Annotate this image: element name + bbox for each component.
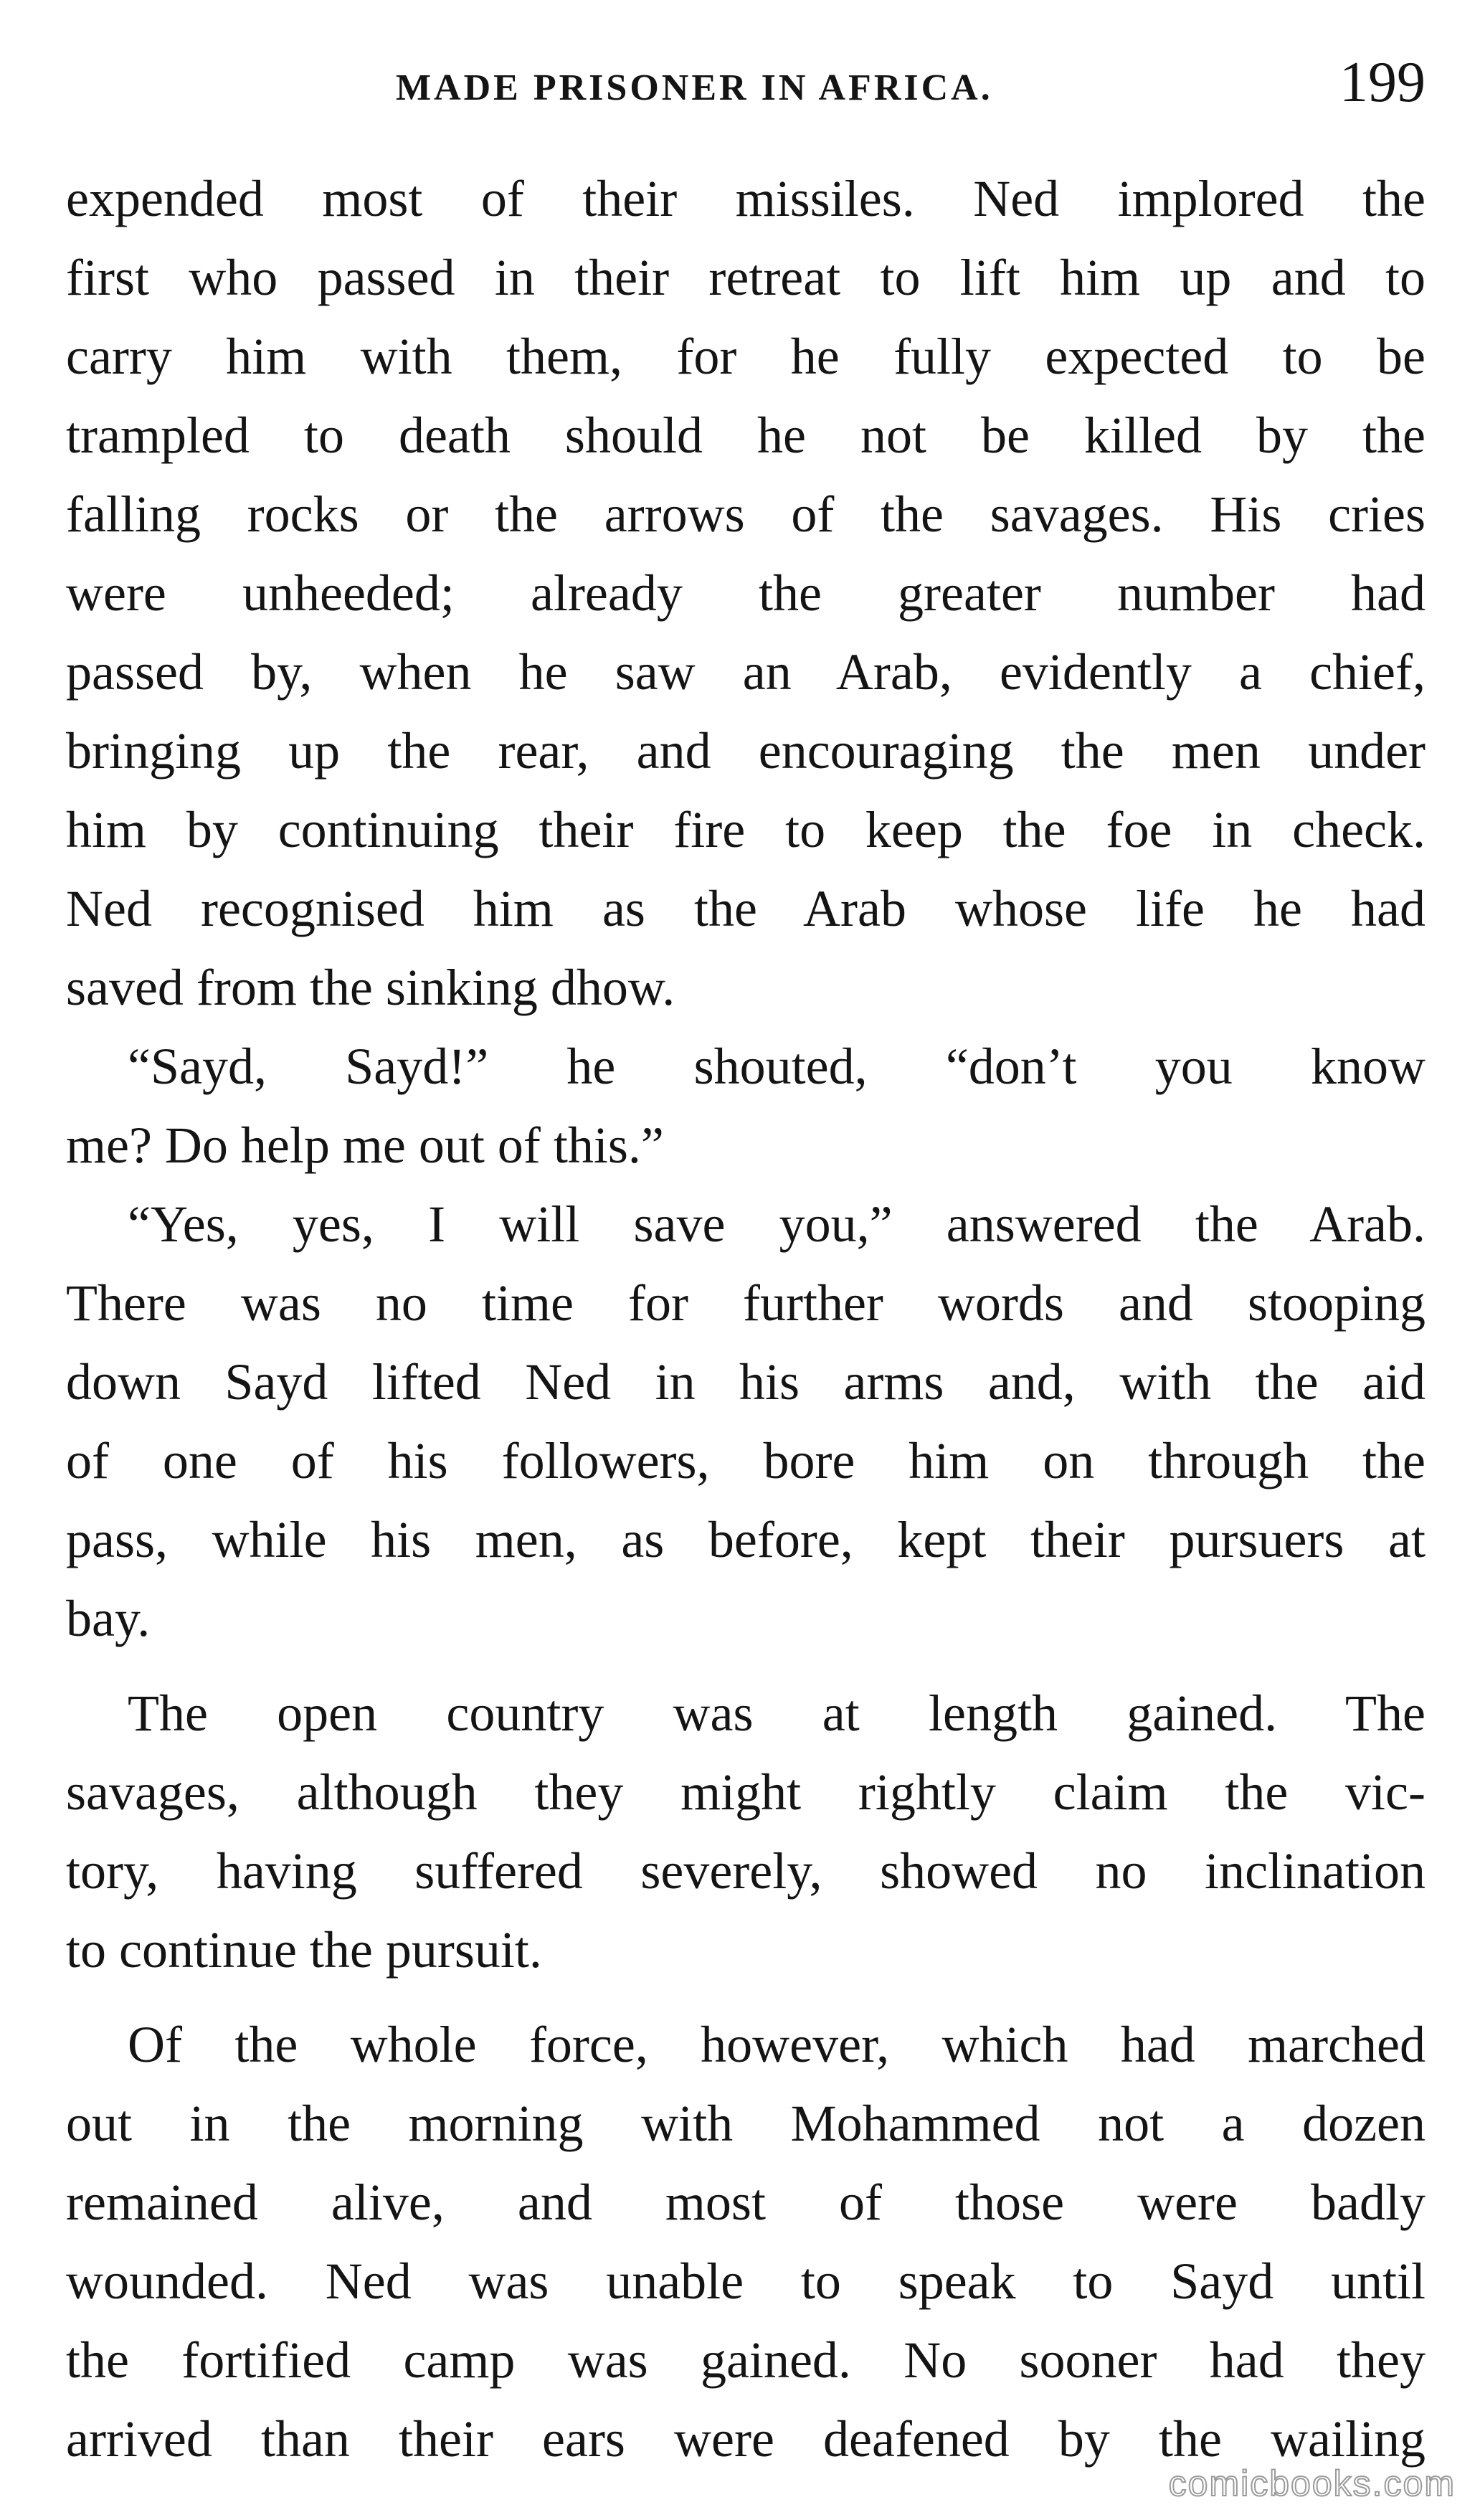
running-title: MADE PRISONER IN AFRICA. xyxy=(396,67,993,108)
text-line: bay. xyxy=(66,1590,151,1647)
watermark: comicbooks.com xyxy=(1168,2463,1456,2504)
text-line: passed by, when he saw an Arab, evidently a chief, xyxy=(66,643,1426,701)
text-line: carry him with them, for he fully expected to be xyxy=(66,328,1426,385)
text-line: Ned recognised him as the Arab whose life he had xyxy=(66,880,1426,937)
text-line: “Sayd, Sayd!” he shouted, “don’t you know xyxy=(128,1038,1426,1095)
text-line: remained alive, and most of those were badly xyxy=(66,2174,1426,2231)
text-line: tory, having suffered severely, showed no inclination xyxy=(66,1842,1426,1900)
text-line: There was no time for further words and stooping xyxy=(66,1274,1426,1332)
text-line: Of the whole force, however, which had marched xyxy=(128,2016,1426,2073)
text-line: bringing up the rear, and encouraging the men under xyxy=(66,722,1426,780)
text-line: The open country was at length gained. The xyxy=(128,1685,1426,1742)
text-line: were unheeded; already the greater number had xyxy=(66,564,1426,622)
body-text xyxy=(66,159,1426,2478)
text-line: trampled to death should he not be killed by the xyxy=(66,407,1426,464)
text-line: the fortified camp was gained. No sooner had they xyxy=(66,2331,1426,2389)
text-line: pass, while his men, as before, kept their pursuers at xyxy=(66,1511,1426,1568)
text-line: to continue the pursuit. xyxy=(66,1921,542,1979)
text-line: him by continuing their fire to keep the foe in check. xyxy=(66,801,1426,858)
text-line: “Yes, yes, I will save you,” answered the Arab. xyxy=(128,1195,1426,1253)
text-line: saved from the sinking dhow. xyxy=(66,959,675,1016)
text-line: savages, although they might rightly claim the vic- xyxy=(66,1763,1426,1821)
text-line: falling rocks or the arrows of the savages. His cries xyxy=(66,485,1426,543)
text-line: down Sayd lifted Ned in his arms and, with the aid xyxy=(66,1353,1426,1411)
text-line: expended most of their missiles. Ned implored the xyxy=(66,170,1426,227)
text-line: arrived than their ears were deafened by the wailing xyxy=(66,2410,1426,2468)
text-line: out in the morning with Mohammed not a dozen xyxy=(66,2095,1426,2152)
text-line: wounded. Ned was unable to speak to Sayd until xyxy=(66,2253,1426,2310)
text-line: of one of his followers, bore him on through the xyxy=(66,1432,1426,1489)
text-line: first who passed in their retreat to lift him up and to xyxy=(66,249,1426,306)
text-line: me? Do help me out of this.” xyxy=(66,1117,664,1174)
page-number: 199 xyxy=(1339,51,1426,114)
running-head xyxy=(66,42,1426,120)
